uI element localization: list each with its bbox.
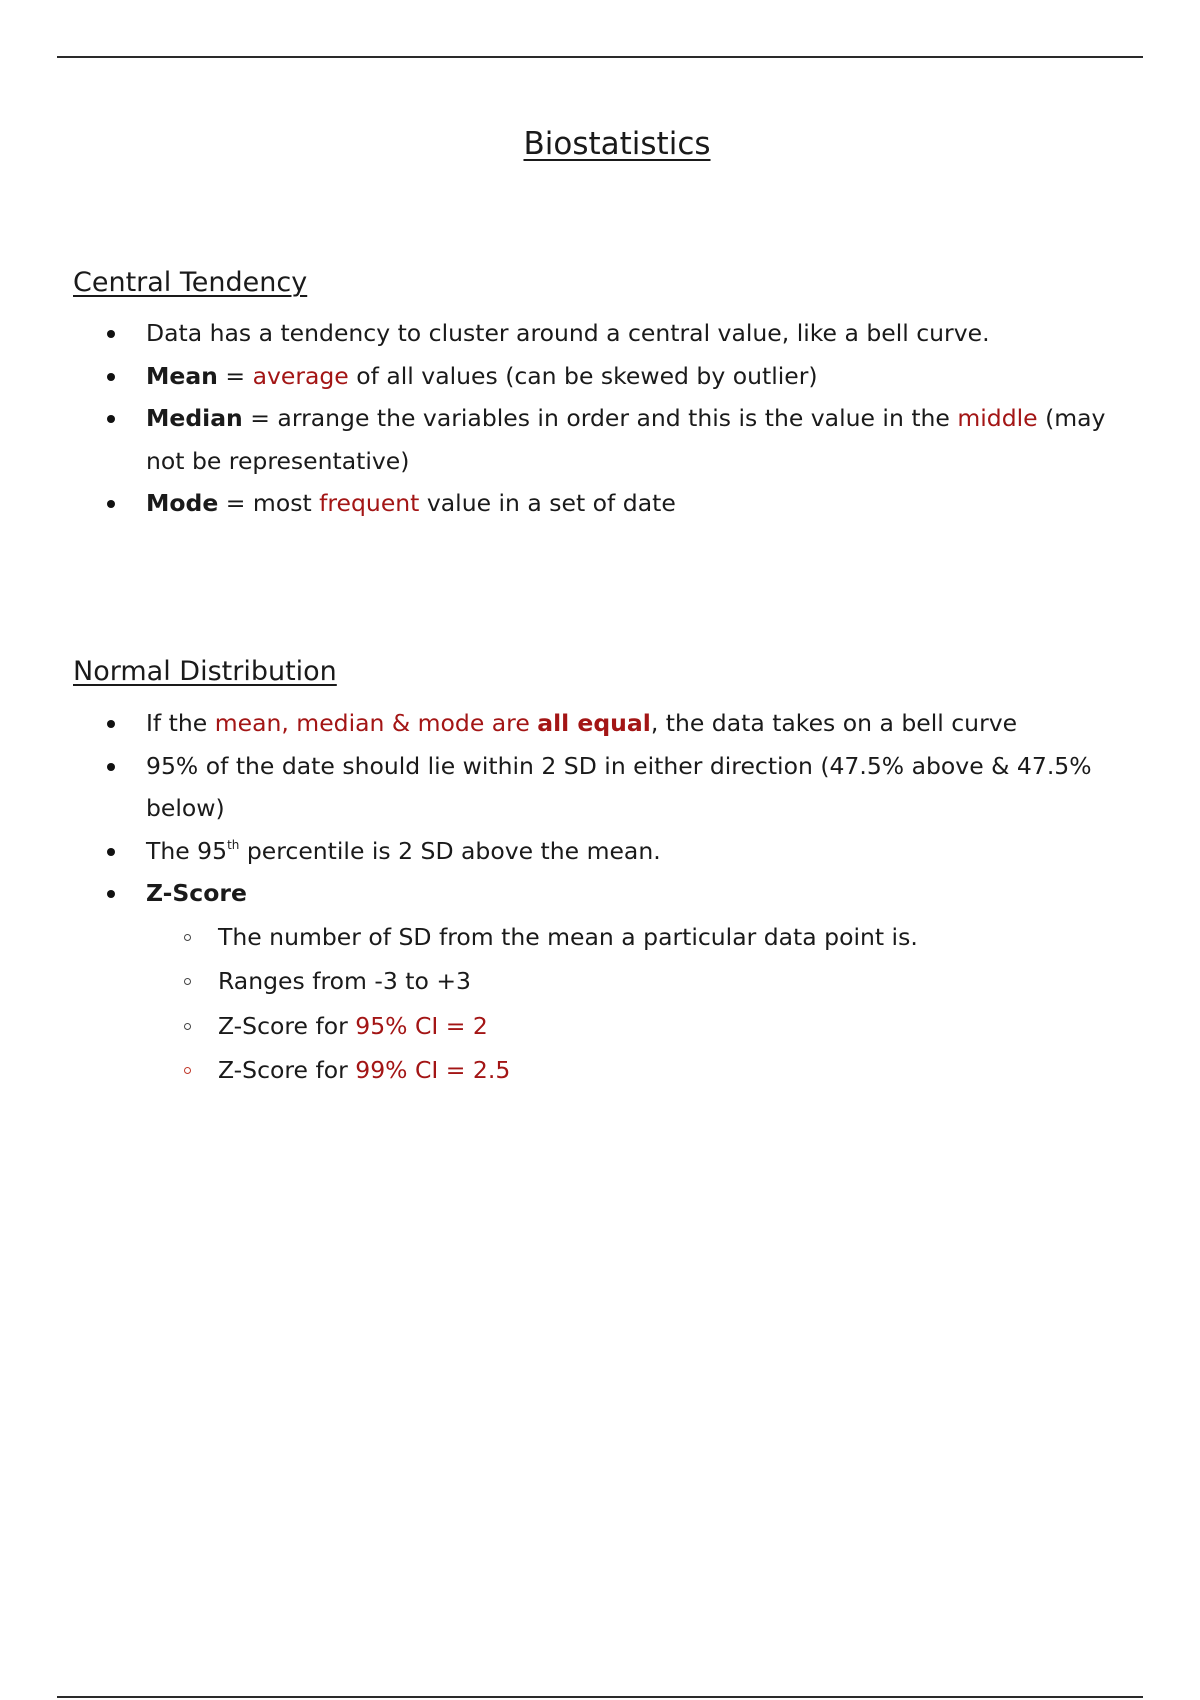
equal-bold-highlight: all equal bbox=[537, 709, 651, 737]
mode-rest: value in a set of date bbox=[419, 489, 676, 517]
item-text: Ranges from -3 to +3 bbox=[218, 967, 471, 995]
top-rule bbox=[57, 56, 1143, 58]
normal-distribution-list bbox=[0, 702, 1136, 1093]
median-rest: (may not be representative) bbox=[146, 404, 1106, 475]
bullet-icon bbox=[107, 848, 115, 856]
equal-rest: , the data takes on a bell curve bbox=[650, 709, 1018, 737]
median-term: Median bbox=[146, 404, 243, 432]
mean-term: Mean bbox=[146, 361, 218, 390]
bullet-icon bbox=[107, 720, 115, 728]
equal-highlight: mean, median & mode are bbox=[214, 709, 538, 737]
percentile-pre: The 95 bbox=[146, 836, 228, 865]
mode-highlight: frequent bbox=[319, 489, 420, 517]
percentile-sup: th bbox=[227, 837, 240, 852]
sublist-item bbox=[146, 1004, 1136, 1049]
ci99-pre: Z-Score for bbox=[218, 1056, 356, 1084]
sublist-item bbox=[146, 1048, 1136, 1093]
percentile-rest: percentile is 2 SD above the mean. bbox=[239, 836, 661, 865]
bullet-icon bbox=[107, 763, 115, 771]
list-item-mean bbox=[0, 355, 1136, 398]
zscore-sublist bbox=[146, 915, 1136, 1093]
mean-eq: = bbox=[217, 361, 253, 390]
circle-bullet-icon bbox=[184, 934, 191, 941]
item-text: The number of SD from the mean a particular data point is. bbox=[218, 922, 918, 951]
mode-term: Mode bbox=[146, 489, 219, 517]
bullet-icon bbox=[107, 373, 115, 381]
list-item-zscore bbox=[0, 872, 1136, 1093]
list-item-median bbox=[0, 397, 1136, 482]
sublist-item bbox=[146, 915, 1136, 960]
ci99-highlight: 99% CI = 2.5 bbox=[355, 1056, 511, 1084]
central-tendency-list bbox=[0, 312, 1136, 525]
central-tendency-heading: Central Tendency bbox=[73, 267, 308, 298]
list-item-95-percent bbox=[0, 745, 1136, 830]
median-pre: = arrange the variables in order and this is the value in the bbox=[242, 404, 958, 432]
item-text: 95% of the date should lie within 2 SD in either direction (47.5% above & 47.5% below) bbox=[146, 751, 1092, 822]
zscore-label: Z-Score bbox=[146, 879, 247, 907]
bullet-icon bbox=[107, 500, 115, 508]
equal-pre: If the bbox=[146, 709, 215, 737]
bullet-icon bbox=[107, 890, 115, 898]
list-item bbox=[0, 312, 1136, 355]
list-item-percentile bbox=[0, 830, 1136, 873]
mean-rest: of all values (can be skewed by outlier) bbox=[348, 361, 818, 390]
mean-highlight: average bbox=[252, 361, 349, 390]
normal-distribution-heading: Normal Distribution bbox=[73, 656, 337, 687]
circle-bullet-icon bbox=[184, 1023, 191, 1030]
mode-pre: = most bbox=[218, 489, 320, 517]
circle-bullet-icon bbox=[184, 1067, 191, 1074]
bottom-rule bbox=[57, 1696, 1143, 1698]
median-highlight: middle bbox=[957, 404, 1038, 432]
sublist-item bbox=[146, 959, 1136, 1004]
list-item-mode bbox=[0, 482, 1136, 525]
bullet-icon bbox=[107, 330, 115, 338]
ci95-highlight: 95% CI = 2 bbox=[355, 1011, 488, 1040]
circle-bullet-icon bbox=[184, 978, 191, 985]
ci95-pre: Z-Score for bbox=[218, 1011, 356, 1040]
bullet-icon bbox=[107, 415, 115, 423]
page-title: Biostatistics bbox=[523, 126, 711, 162]
list-item-equal bbox=[0, 702, 1136, 745]
item-text: Data has a tendency to cluster around a central value, like a bell curve. bbox=[146, 319, 990, 347]
